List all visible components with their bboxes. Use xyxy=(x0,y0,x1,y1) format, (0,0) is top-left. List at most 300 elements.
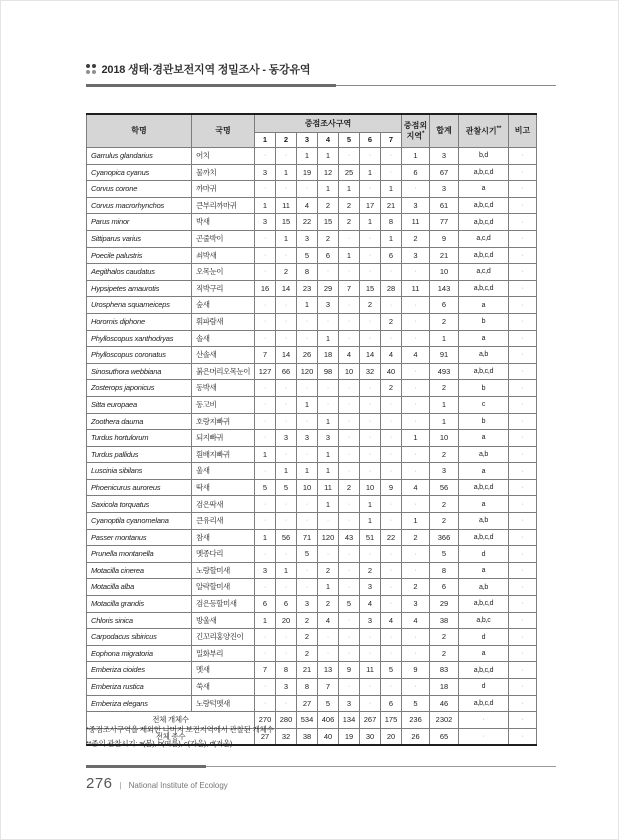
observation-season: a,b,c,d xyxy=(459,529,509,546)
zone-5-count: · xyxy=(339,546,360,563)
zone-4-count: 3 xyxy=(318,297,339,314)
col-header-korean-name: 국명 xyxy=(192,114,255,148)
grand-total: 65 xyxy=(430,728,459,745)
zone-1-count: 1 xyxy=(255,446,276,463)
total-count: 2 xyxy=(430,496,459,513)
zone-3-count: 10 xyxy=(297,479,318,496)
bird-survey-table xyxy=(86,113,537,746)
note-cell: · xyxy=(509,280,537,297)
korean-name: 호랑지빠귀 xyxy=(192,413,255,430)
korean-name: 참새 xyxy=(192,529,255,546)
total-count: 3 xyxy=(430,181,459,198)
zone-3-count: 22 xyxy=(297,214,318,231)
col-header-season: 관찰시기** xyxy=(459,114,509,148)
footnote-outside-zone: *중점조사구역을 제외한 나머지 보전지역에서 관찰된 개체수 xyxy=(86,725,274,734)
note-cell: · xyxy=(509,363,537,380)
outside-zone-count: 11 xyxy=(402,280,430,297)
zone-3-count: 1 xyxy=(297,463,318,480)
zone-3-count: · xyxy=(297,496,318,513)
zone-6-count: · xyxy=(360,413,381,430)
zone-6-count: 32 xyxy=(360,363,381,380)
zone-5-count: 1 xyxy=(339,181,360,198)
zone-4-count: 5 xyxy=(318,695,339,712)
zone-5-count: 10 xyxy=(339,363,360,380)
summary-label: 전체 종수 xyxy=(87,728,255,745)
total-count: 3 xyxy=(430,148,459,165)
zone-6-count: · xyxy=(360,264,381,281)
zone-5-count: 2 xyxy=(339,214,360,231)
zone-3-count: 5 xyxy=(297,546,318,563)
observation-season: a,b,c,d xyxy=(459,247,509,264)
outside-zone-count: 5 xyxy=(402,695,430,712)
scientific-name: Phoenicurus auroreus xyxy=(87,479,192,496)
zone-7-count: · xyxy=(381,546,402,563)
col-header-zone-6: 6 xyxy=(360,133,381,148)
zone-5-count: 2 xyxy=(339,479,360,496)
note-cell: · xyxy=(509,380,537,397)
zone-4-count: 12 xyxy=(318,164,339,181)
observation-season: a,c,d xyxy=(459,230,509,247)
zone-3-count: 3 xyxy=(297,430,318,447)
species-row xyxy=(87,148,537,165)
zone-5-count: · xyxy=(339,264,360,281)
zone-1-count: · xyxy=(255,413,276,430)
zone-2-count: · xyxy=(276,446,297,463)
zone-3-count: 8 xyxy=(297,264,318,281)
zone-4-count: 2 xyxy=(318,596,339,613)
zone-4-total: 406 xyxy=(318,712,339,729)
zone-6-count: · xyxy=(360,645,381,662)
zone-7-count: · xyxy=(381,297,402,314)
scientific-name: Zosterops japonicus xyxy=(87,380,192,397)
zone-3-count: · xyxy=(297,579,318,596)
chapter-title: 2018 생태·경관보전지역 정밀조사 - 동강유역 xyxy=(101,64,311,76)
observation-season: b xyxy=(459,413,509,430)
note-cell: · xyxy=(509,181,537,198)
zone-1-count: · xyxy=(255,679,276,696)
observation-season: a xyxy=(459,430,509,447)
scientific-name: Phylloscopus xanthodryas xyxy=(87,330,192,347)
scientific-name: Corvus corone xyxy=(87,181,192,198)
observation-season: a xyxy=(459,181,509,198)
zone-7-count: 22 xyxy=(381,529,402,546)
species-row xyxy=(87,513,537,530)
zone-6-count: 1 xyxy=(360,164,381,181)
zone-5-count: · xyxy=(339,446,360,463)
outside-zone-count: · xyxy=(402,264,430,281)
note-cell: · xyxy=(509,214,537,231)
zone-5-count: 4 xyxy=(339,347,360,364)
zone-1-count: 1 xyxy=(255,197,276,214)
korean-name: 휘파람새 xyxy=(192,313,255,330)
zone-3-total: 38 xyxy=(297,728,318,745)
total-count: 5 xyxy=(430,546,459,563)
col-header-zone-7: 7 xyxy=(381,133,402,148)
species-row xyxy=(87,529,537,546)
footnote-season-codes: **종의 관찰시기: a(봄), b(여름), c(가을), d(겨울) xyxy=(86,738,233,748)
zone-3-count: 26 xyxy=(297,347,318,364)
total-count: 2 xyxy=(430,645,459,662)
species-row xyxy=(87,330,537,347)
note-cell: · xyxy=(509,396,537,413)
observation-season: b xyxy=(459,380,509,397)
zone-5-count: · xyxy=(339,380,360,397)
species-row xyxy=(87,662,537,679)
zone-5-count: · xyxy=(339,313,360,330)
total-count: 143 xyxy=(430,280,459,297)
zone-3-count: · xyxy=(297,380,318,397)
species-row xyxy=(87,214,537,231)
zone-2-count: 1 xyxy=(276,230,297,247)
species-row xyxy=(87,363,537,380)
zone-7-count: 6 xyxy=(381,247,402,264)
korean-name: 멧종다리 xyxy=(192,546,255,563)
zone-4-count: 2 xyxy=(318,562,339,579)
zone-1-count: · xyxy=(255,629,276,646)
note-cell: · xyxy=(509,679,537,696)
korean-name: 알락할미새 xyxy=(192,579,255,596)
zone-7-count: 8 xyxy=(381,214,402,231)
zone-2-count: 8 xyxy=(276,662,297,679)
zone-4-count: 2 xyxy=(318,197,339,214)
zone-6-count: 11 xyxy=(360,662,381,679)
outside-zone-count: · xyxy=(402,446,430,463)
zone-2-count: · xyxy=(276,645,297,662)
species-row xyxy=(87,463,537,480)
total-count: 366 xyxy=(430,529,459,546)
observation-season: a xyxy=(459,330,509,347)
observation-season: a,b,c,d xyxy=(459,197,509,214)
zone-3-count: 71 xyxy=(297,529,318,546)
scientific-name: Garrulus glandarius xyxy=(87,148,192,165)
zone-5-count: 1 xyxy=(339,247,360,264)
scientific-name: Corvus macrorhynchos xyxy=(87,197,192,214)
zone-1-count: 1 xyxy=(255,529,276,546)
scientific-name: Phylloscopus coronatus xyxy=(87,347,192,364)
zone-1-count: · xyxy=(255,297,276,314)
zone-3-count: 2 xyxy=(297,645,318,662)
total-count: 1 xyxy=(430,330,459,347)
scientific-name: Sitta europaea xyxy=(87,396,192,413)
scientific-name: Emberiza rustica xyxy=(87,679,192,696)
zone-6-count: · xyxy=(360,463,381,480)
col-header-outside-zone: 중점외 지역* xyxy=(402,114,430,148)
scientific-name: Passer montanus xyxy=(87,529,192,546)
total-count: 493 xyxy=(430,363,459,380)
footnotes xyxy=(86,723,274,750)
scientific-name: Motacilla cinerea xyxy=(87,562,192,579)
total-count: 6 xyxy=(430,297,459,314)
outside-zone-count: 3 xyxy=(402,247,430,264)
scientific-name: Motacilla grandis xyxy=(87,596,192,613)
scientific-name: Zoothera dauma xyxy=(87,413,192,430)
zone-1-total: 270 xyxy=(255,712,276,729)
outside-zone-count: 6 xyxy=(402,164,430,181)
korean-name: 물까치 xyxy=(192,164,255,181)
zone-2-count: 15 xyxy=(276,214,297,231)
zone-2-count: 14 xyxy=(276,347,297,364)
species-row xyxy=(87,496,537,513)
zone-6-count: 1 xyxy=(360,496,381,513)
korean-name: 밀화부리 xyxy=(192,645,255,662)
note-cell: · xyxy=(509,496,537,513)
zone-3-count: 120 xyxy=(297,363,318,380)
zone-5-count: · xyxy=(339,645,360,662)
zone-7-count: · xyxy=(381,463,402,480)
korean-name: 쇠박새 xyxy=(192,247,255,264)
zone-1-count: · xyxy=(255,247,276,264)
scientific-name: Hypsipetes amaurotis xyxy=(87,280,192,297)
zone-7-total: 175 xyxy=(381,712,402,729)
zone-4-count: · xyxy=(318,629,339,646)
zone-5-count: 43 xyxy=(339,529,360,546)
zone-2-count: 66 xyxy=(276,363,297,380)
zone-3-count: 19 xyxy=(297,164,318,181)
species-row xyxy=(87,446,537,463)
total-count: 83 xyxy=(430,662,459,679)
species-row xyxy=(87,380,537,397)
observation-season: a,b,c,d xyxy=(459,479,509,496)
zone-7-count: 21 xyxy=(381,197,402,214)
observation-season: b xyxy=(459,313,509,330)
total-count: 3 xyxy=(430,463,459,480)
note-cell: · xyxy=(509,313,537,330)
outside-zone-count: 2 xyxy=(402,230,430,247)
zone-2-count: 11 xyxy=(276,197,297,214)
observation-season: a,b,c,d xyxy=(459,164,509,181)
korean-name: 쑥새 xyxy=(192,679,255,696)
zone-2-count: · xyxy=(276,181,297,198)
zone-2-count: · xyxy=(276,496,297,513)
season-cell: · xyxy=(459,728,509,745)
total-count: 67 xyxy=(430,164,459,181)
observation-season: c xyxy=(459,396,509,413)
zone-1-count: 6 xyxy=(255,596,276,613)
observation-season: d xyxy=(459,629,509,646)
zone-6-total: 267 xyxy=(360,712,381,729)
species-row xyxy=(87,479,537,496)
page-footer xyxy=(86,775,228,792)
species-row xyxy=(87,413,537,430)
outside-zone-count: 2 xyxy=(402,579,430,596)
outside-zone-count: 1 xyxy=(402,513,430,530)
zone-5-count: · xyxy=(339,413,360,430)
species-row xyxy=(87,562,537,579)
zone-1-count: 1 xyxy=(255,612,276,629)
zone-3-count: 2 xyxy=(297,629,318,646)
zone-4-count: 1 xyxy=(318,413,339,430)
korean-name: 검은등할미새 xyxy=(192,596,255,613)
total-count: 10 xyxy=(430,430,459,447)
zone-4-count: 1 xyxy=(318,181,339,198)
observation-season: a,b xyxy=(459,446,509,463)
zone-6-count: · xyxy=(360,546,381,563)
zone-4-count: 7 xyxy=(318,679,339,696)
korean-name: 방울새 xyxy=(192,612,255,629)
species-row xyxy=(87,264,537,281)
zone-2-count: 3 xyxy=(276,430,297,447)
zone-7-count: · xyxy=(381,579,402,596)
zone-3-count: 3 xyxy=(297,230,318,247)
scientific-name: Cyanopica cyanus xyxy=(87,164,192,181)
zone-7-count: 40 xyxy=(381,363,402,380)
zone-6-count: · xyxy=(360,695,381,712)
outside-zone-count: 2 xyxy=(402,529,430,546)
zone-4-count: 15 xyxy=(318,214,339,231)
zone-2-count: 3 xyxy=(276,679,297,696)
note-cell: · xyxy=(509,197,537,214)
note-cell: · xyxy=(509,562,537,579)
scientific-name: Sinosuthora webbiana xyxy=(87,363,192,380)
zone-3-count: 1 xyxy=(297,297,318,314)
outside-zone-count: 4 xyxy=(402,347,430,364)
zone-5-count: · xyxy=(339,297,360,314)
korean-name: 직박구리 xyxy=(192,280,255,297)
zone-6-count: 3 xyxy=(360,579,381,596)
korean-name: 곤줄박이 xyxy=(192,230,255,247)
scientific-name: Poecile palustris xyxy=(87,247,192,264)
zone-4-count: 18 xyxy=(318,347,339,364)
zone-6-count: 17 xyxy=(360,197,381,214)
korean-name: 까마귀 xyxy=(192,181,255,198)
zone-1-count: · xyxy=(255,579,276,596)
zone-4-count: · xyxy=(318,380,339,397)
korean-name: 딱새 xyxy=(192,479,255,496)
species-row xyxy=(87,197,537,214)
header-rule xyxy=(86,82,556,86)
zone-2-count: · xyxy=(276,148,297,165)
zone-5-count: · xyxy=(339,612,360,629)
zone-5-count: 25 xyxy=(339,164,360,181)
zone-5-count: · xyxy=(339,463,360,480)
zone-1-count: 16 xyxy=(255,280,276,297)
observation-season: a,b xyxy=(459,579,509,596)
species-row xyxy=(87,695,537,712)
observation-season: a xyxy=(459,463,509,480)
species-row xyxy=(87,247,537,264)
zone-4-count: 1 xyxy=(318,330,339,347)
note-cell: · xyxy=(509,513,537,530)
zone-1-count: · xyxy=(255,313,276,330)
zone-7-count: 28 xyxy=(381,280,402,297)
zone-7-count: 9 xyxy=(381,479,402,496)
zone-4-count: 98 xyxy=(318,363,339,380)
zone-6-count: · xyxy=(360,629,381,646)
note-cell: · xyxy=(509,629,537,646)
korean-name: 어치 xyxy=(192,148,255,165)
outside-zone-count: · xyxy=(402,679,430,696)
species-row xyxy=(87,280,537,297)
zone-3-count: · xyxy=(297,446,318,463)
zone-6-count: · xyxy=(360,446,381,463)
zone-6-count: 2 xyxy=(360,562,381,579)
korean-name: 되지빠귀 xyxy=(192,430,255,447)
note-cell: · xyxy=(509,612,537,629)
observation-season: a,b,c,d xyxy=(459,214,509,231)
outside-zone-count: · xyxy=(402,181,430,198)
zone-2-count: 1 xyxy=(276,463,297,480)
col-header-zone-2: 2 xyxy=(276,133,297,148)
zone-2-count: · xyxy=(276,413,297,430)
total-count: 46 xyxy=(430,695,459,712)
zone-7-count: · xyxy=(381,330,402,347)
note-cell: · xyxy=(509,413,537,430)
zone-2-count: · xyxy=(276,330,297,347)
zone-1-count: · xyxy=(255,695,276,712)
outside-zone-count: · xyxy=(402,297,430,314)
scientific-name: Luscinia sibilans xyxy=(87,463,192,480)
observation-season: a,c,d xyxy=(459,264,509,281)
grand-total: 2302 xyxy=(430,712,459,729)
zone-6-count: · xyxy=(360,148,381,165)
zone-7-count: 2 xyxy=(381,380,402,397)
total-count: 2 xyxy=(430,513,459,530)
zone-6-count: · xyxy=(360,330,381,347)
species-row xyxy=(87,679,537,696)
zone-4-count: 11 xyxy=(318,479,339,496)
zone-2-count: · xyxy=(276,396,297,413)
korean-name: 흰배지빠귀 xyxy=(192,446,255,463)
zone-1-count: · xyxy=(255,463,276,480)
korean-name: 노랑턱멧새 xyxy=(192,695,255,712)
zone-4-count: 1 xyxy=(318,446,339,463)
zone-5-count: 9 xyxy=(339,662,360,679)
outside-zone-count: · xyxy=(402,629,430,646)
zone-7-total: 20 xyxy=(381,728,402,745)
species-row xyxy=(87,313,537,330)
zone-2-count: 5 xyxy=(276,479,297,496)
zone-3-count: · xyxy=(297,330,318,347)
korean-name: 붉은머리오목눈이 xyxy=(192,363,255,380)
zone-1-count: · xyxy=(255,181,276,198)
outside-zone-count: · xyxy=(402,396,430,413)
season-cell: · xyxy=(459,712,509,729)
outside-zone-count: · xyxy=(402,496,430,513)
zone-4-count: 6 xyxy=(318,247,339,264)
zone-5-total: 134 xyxy=(339,712,360,729)
total-count: 6 xyxy=(430,579,459,596)
species-row xyxy=(87,396,537,413)
observation-season: a,b,c,d xyxy=(459,695,509,712)
outside-zone-count: 9 xyxy=(402,662,430,679)
species-row xyxy=(87,629,537,646)
zone-2-count: 20 xyxy=(276,612,297,629)
zone-1-count: · xyxy=(255,330,276,347)
species-row xyxy=(87,579,537,596)
total-count: 8 xyxy=(430,562,459,579)
zone-2-count: · xyxy=(276,579,297,596)
korean-name: 큰부리까마귀 xyxy=(192,197,255,214)
korean-name: 긴꼬리홍양진이 xyxy=(192,629,255,646)
zone-7-count: 5 xyxy=(381,662,402,679)
zone-2-count: 56 xyxy=(276,529,297,546)
note-cell: · xyxy=(509,529,537,546)
note-cell: · xyxy=(509,479,537,496)
zone-7-count: · xyxy=(381,496,402,513)
zone-6-count: · xyxy=(360,230,381,247)
total-count: 18 xyxy=(430,679,459,696)
footer-separator: | xyxy=(119,781,122,790)
species-row xyxy=(87,546,537,563)
zone-3-count: 8 xyxy=(297,679,318,696)
note-cell: · xyxy=(509,446,537,463)
total-count: 1 xyxy=(430,396,459,413)
total-count: 10 xyxy=(430,264,459,281)
outside-zone-total: 236 xyxy=(402,712,430,729)
zone-7-count: 1 xyxy=(381,230,402,247)
korean-name: 산솔새 xyxy=(192,347,255,364)
zone-2-count: 14 xyxy=(276,280,297,297)
